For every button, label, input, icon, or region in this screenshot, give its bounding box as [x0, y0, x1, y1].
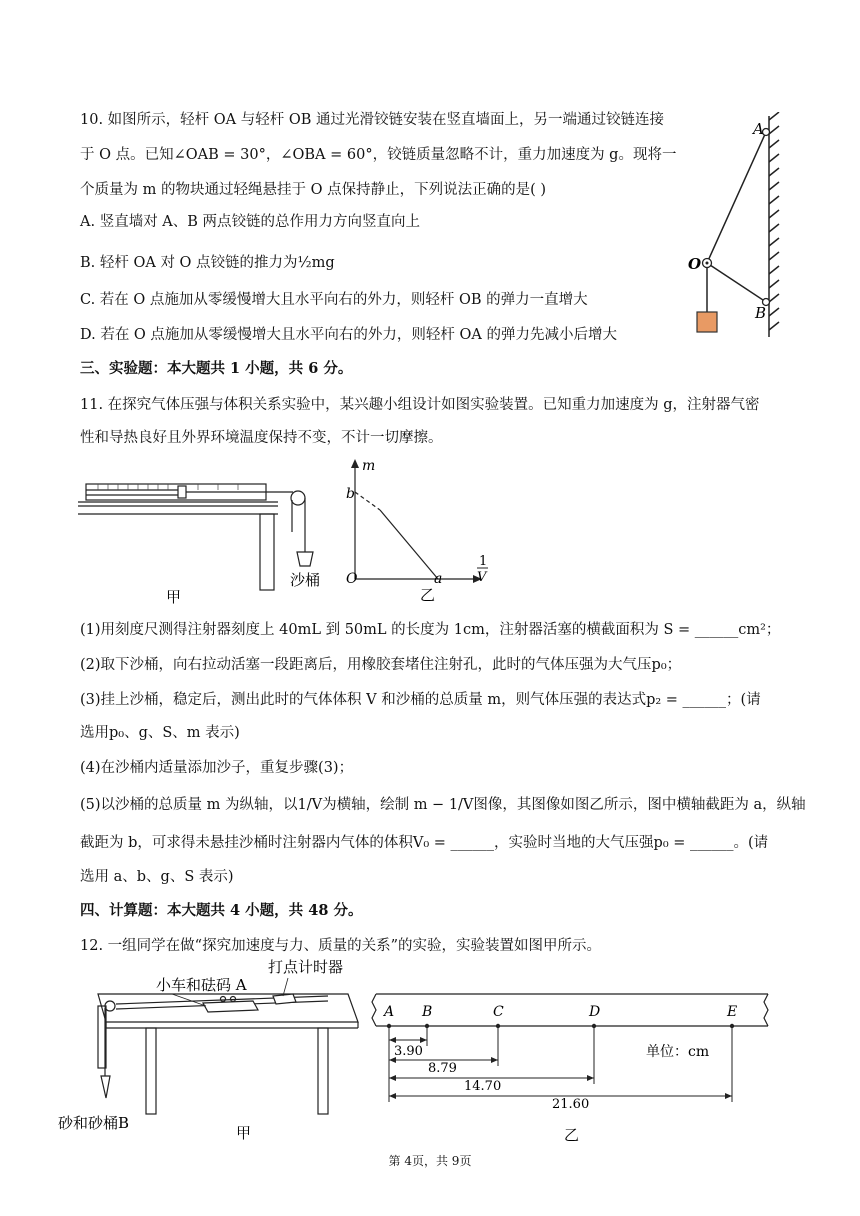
q12-distance-ad: 14.70 — [464, 1079, 502, 1094]
q11-step-1: (1)用刻度尺测得注射器刻度上 40mL 到 50mL 的长度为 1cm，注射器活塞的横截面积为 S = ______cm²； — [80, 622, 781, 638]
q11-step-5: (5)以沙桶的总质量 m 为纵轴，以1/V为横轴，绘制 m − 1/V图像，其图像如图乙所示，图中横轴截距为 a，纵轴 — [80, 797, 806, 813]
q11-step-5-cont: 截距为 b，可求得未悬挂沙桶时注射器内气体的体积V₀ = ______，实验时当地的大气压强p₀ = ______。(请 — [80, 835, 769, 851]
q10-label-a: A — [753, 120, 764, 138]
q11-figure-yi-graph — [340, 455, 500, 605]
q10-option-d: D. 若在 O 点施加从零缓慢增大且水平向右的外力，则轻杆 OA 的弹力先减小后增大 — [80, 327, 618, 343]
q11-step-3: (3)挂上沙桶，稳定后，测出此时的气体体积 V 和沙桶的总质量 m，则气体压强的表达式p₂ = ______；(请 — [80, 692, 761, 708]
q12-intro: 12. 一组同学在做“探究加速度与力、质量的关系”的实验，实验装置如图甲所示。 — [80, 938, 601, 954]
q12-point-e: E — [727, 1004, 738, 1020]
q12-distance-ac: 8.79 — [428, 1061, 457, 1076]
q10-option-c: C. 若在 O 点施加从零缓慢增大且水平向右的外力，则轻杆 OB 的弹力一直增大 — [80, 292, 588, 308]
q11-yi-origin: O — [346, 571, 358, 587]
q12-jia-bucket-label: 砂和砂桶B — [58, 1114, 130, 1132]
q11-yi-y-axis: m — [362, 458, 376, 474]
q11-jia-bucket-label: 沙桶 — [290, 571, 321, 589]
q10-label-b: B — [755, 304, 767, 322]
q12-jia-cart-label: 小车和砝码 A — [156, 976, 247, 994]
q11-intro-2: 性和导热良好且外界环境温度保持不变，不计一切摩擦。 — [80, 430, 443, 446]
q11-yi-x-axis-num: 1 — [479, 554, 488, 569]
q12-distance-ae: 21.60 — [552, 1097, 590, 1112]
q12-point-b: B — [422, 1004, 433, 1020]
q12-figure-jia — [58, 958, 368, 1143]
q12-unit-label: 单位：cm — [646, 1044, 710, 1060]
q11-step-3-cont: 选用p₀、g、S、m 表示) — [80, 725, 240, 741]
q10-figure — [680, 112, 790, 347]
q10-line-1: 10. 如图所示，轻杆 OA 与轻杆 OB 通过光滑铰链安装在竖直墙面上，另一端通过铰链连接 — [80, 112, 665, 128]
q10-line-3: 个质量为 m 的物块通过轻绳悬挂于 O 点保持静止，下列说法正确的是( ) — [80, 182, 546, 198]
q10-option-b: B. 轻杆 OA 对 O 点铰链的推力为½mg — [80, 255, 335, 271]
q11-step-4: (4)在沙桶内适量添加沙子，重复步骤(3)； — [80, 760, 354, 776]
q11-yi-intercept-a: a — [434, 571, 443, 587]
q10-line-2: 于 O 点。已知∠OAB = 30°，∠OBA = 60°，铰链质量忽略不计，重力加速度为 g。现将一 — [80, 147, 677, 163]
q11-yi-intercept-b: b — [346, 486, 355, 502]
q11-yi-caption: 乙 — [420, 586, 436, 604]
section-4-heading: 四、计算题：本大题共 4 小题，共 48 分。 — [80, 902, 363, 919]
q12-jia-caption: 甲 — [236, 1124, 252, 1142]
q10-option-a: A. 竖直墙对 A、B 两点铰链的总作用力方向竖直向上 — [80, 214, 421, 230]
page-footer: 第 4页，共 9页 — [388, 1154, 472, 1168]
q11-jia-caption: 甲 — [166, 588, 182, 606]
q12-distance-ab: 3.90 — [394, 1044, 423, 1059]
q12-jia-timer-label: 打点计时器 — [268, 958, 344, 976]
q12-point-a: A — [384, 1004, 395, 1020]
section-3-heading: 三、实验题：本大题共 1 小题，共 6 分。 — [80, 360, 353, 377]
q12-yi-caption: 乙 — [564, 1126, 580, 1144]
q11-step-5-cont-2: 选用 a、b、g、S 表示) — [80, 869, 234, 885]
q11-step-2: (2)取下沙桶，向右拉动活塞一段距离后，用橡胶套堵住注射孔，此时的气体压强为大气压p₀； — [80, 657, 682, 673]
q12-point-d: D — [589, 1004, 601, 1020]
q11-figure-jia — [78, 470, 323, 610]
q11-intro-1: 11. 在探究气体压强与体积关系实验中，某兴趣小组设计如图实验装置。已知重力加速度为 g，注射器气密 — [80, 397, 760, 413]
q10-label-o: O — [688, 255, 702, 273]
q12-figure-yi-tape — [368, 990, 778, 1150]
q12-point-c: C — [493, 1004, 504, 1020]
q11-yi-x-axis-den: V — [477, 570, 487, 585]
